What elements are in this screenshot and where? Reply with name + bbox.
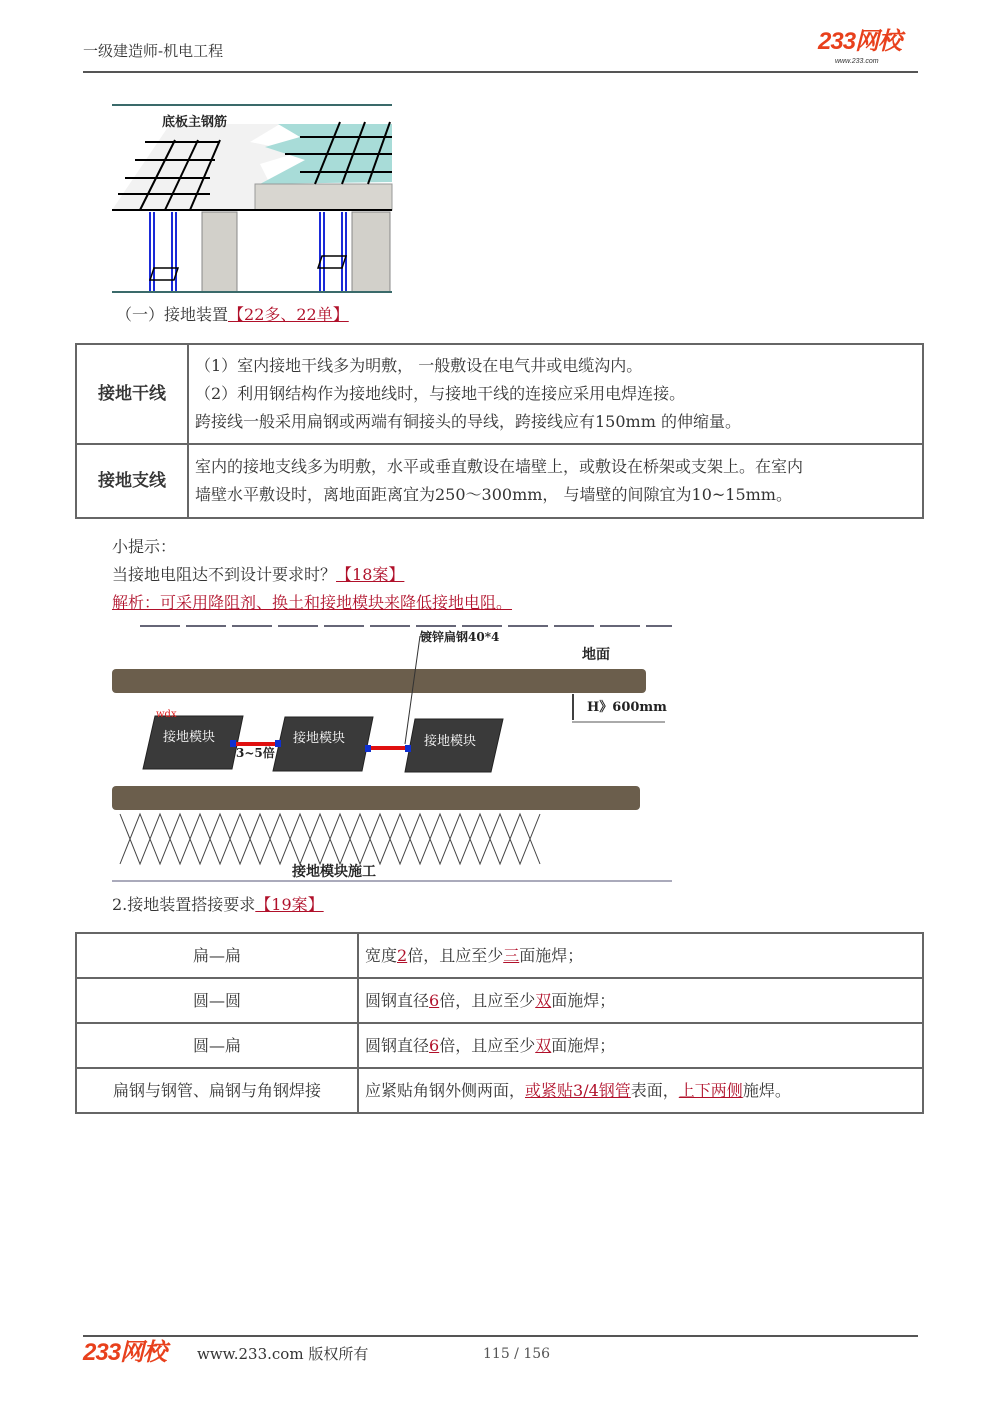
text-segment: 倍，且应至少	[439, 990, 536, 1010]
module-label: 接地模块	[424, 734, 477, 749]
text-segment: 6	[429, 1035, 440, 1055]
text-segment: 或紧贴3/4钢管	[525, 1080, 631, 1100]
figure-grounding-module	[110, 624, 675, 884]
row-type: 圆—扁	[76, 1023, 358, 1068]
row-type: 扁钢与钢管、扁钢与角钢焊接	[76, 1068, 358, 1113]
table-row	[76, 1023, 923, 1068]
line: 跨接线一般采用扁钢或两端有铜接头的导线，跨接线应有150mm 的伸缩量。	[195, 412, 741, 431]
table-row	[76, 1068, 923, 1113]
row-content	[188, 344, 923, 444]
row-type: 扁—扁	[76, 933, 358, 978]
tip-answer: 解析：可采用降阻剂、换土和接地模块来降低接地电阻。	[112, 593, 513, 612]
footer-rule	[83, 1335, 918, 1337]
row-requirement	[358, 1068, 923, 1113]
figure2-spacing-label: 3~5倍	[236, 746, 275, 760]
section1-heading	[116, 301, 349, 329]
text-segment: 面施焊；	[519, 945, 584, 965]
figure1-label: 底板主钢筋	[162, 115, 228, 130]
text-segment: 三	[503, 945, 520, 965]
row-type: 圆—圆	[76, 978, 358, 1023]
page-number: 115 / 156	[483, 1346, 551, 1362]
module-label: 接地模块	[163, 730, 216, 745]
section2-heading	[112, 891, 324, 919]
figure2-depth-label: H》600mm	[587, 700, 667, 715]
text-segment: 应紧贴角钢外侧两面，	[365, 1080, 526, 1100]
tip-question-line	[112, 561, 404, 589]
header-rule	[83, 71, 918, 73]
table-row	[76, 978, 923, 1023]
row-head: 接地干线	[76, 344, 188, 444]
line: （2）利用钢结构作为接地线时，与接地干线的连接应采用电焊连接。	[195, 384, 686, 403]
table-row	[76, 344, 923, 444]
line: 室内的接地支线多为明敷，水平或垂直敷设在墙壁上，或敷设在桥架或支架上。在室内	[195, 457, 804, 476]
text-segment: 上下两侧	[678, 1080, 743, 1100]
table-row	[76, 444, 923, 518]
text-segment: 面施焊；	[551, 1035, 616, 1055]
row-content	[188, 444, 923, 518]
text-segment: 表面，	[630, 1080, 679, 1100]
text-segment: 2	[397, 945, 408, 965]
text-segment: 双	[535, 990, 552, 1010]
header-title: 一级建造师-机电工程	[83, 42, 224, 60]
text-segment: 圆钢直径	[365, 990, 430, 1010]
tip-title: 小提示：	[112, 537, 177, 556]
figure2-ground-label: 地面	[582, 647, 610, 663]
table-row	[76, 933, 923, 978]
text-segment: 倍，且应至少	[439, 1035, 536, 1055]
row-requirement	[358, 933, 923, 978]
text-segment: 施焊。	[742, 1080, 791, 1100]
text-segment: 宽度	[365, 945, 398, 965]
text-segment: 倍，且应至少	[407, 945, 504, 965]
header-logo: 233网校	[818, 28, 902, 55]
section1-caption: （一）接地装置	[116, 305, 229, 324]
header-logo-url: www.233.com	[835, 58, 879, 65]
footer-logo: 233网校	[83, 1339, 167, 1366]
section1-tag: 【22多、22单】	[228, 305, 349, 324]
section2-caption: 2.接地装置搭接要求	[112, 895, 256, 914]
row-requirement	[358, 978, 923, 1023]
row-requirement	[358, 1023, 923, 1068]
figure-floor-rebar	[110, 102, 394, 294]
grounding-table	[75, 343, 924, 519]
line: 墙壁水平敷设时，离地面距离宜为250～300mm， 与墙壁的间隙宜为10~15mm。	[195, 485, 792, 504]
lap-weld-table	[75, 932, 924, 1114]
text-segment: 圆钢直径	[365, 1035, 430, 1055]
figure2-steel-label: 镀锌扁钢40*4	[420, 630, 500, 644]
line: （1）室内接地干线多为明敷， 一般敷设在电气井或电缆沟内。	[195, 356, 643, 375]
tip-question-tag: 【18案】	[336, 565, 405, 584]
text-segment: 双	[535, 1035, 552, 1055]
text-segment: 面施焊；	[551, 990, 616, 1010]
row-head: 接地支线	[76, 444, 188, 518]
figure2-mark: wdx	[156, 709, 177, 720]
figure2-caption: 接地模块施工	[292, 864, 376, 880]
footer-copyright: www.233.com 版权所有	[197, 1345, 369, 1363]
tip-question: 当接地电阻达不到设计要求时？	[112, 565, 337, 584]
text-segment: 6	[429, 990, 440, 1010]
section2-tag: 【19案】	[255, 895, 324, 914]
module-label: 接地模块	[293, 731, 346, 746]
